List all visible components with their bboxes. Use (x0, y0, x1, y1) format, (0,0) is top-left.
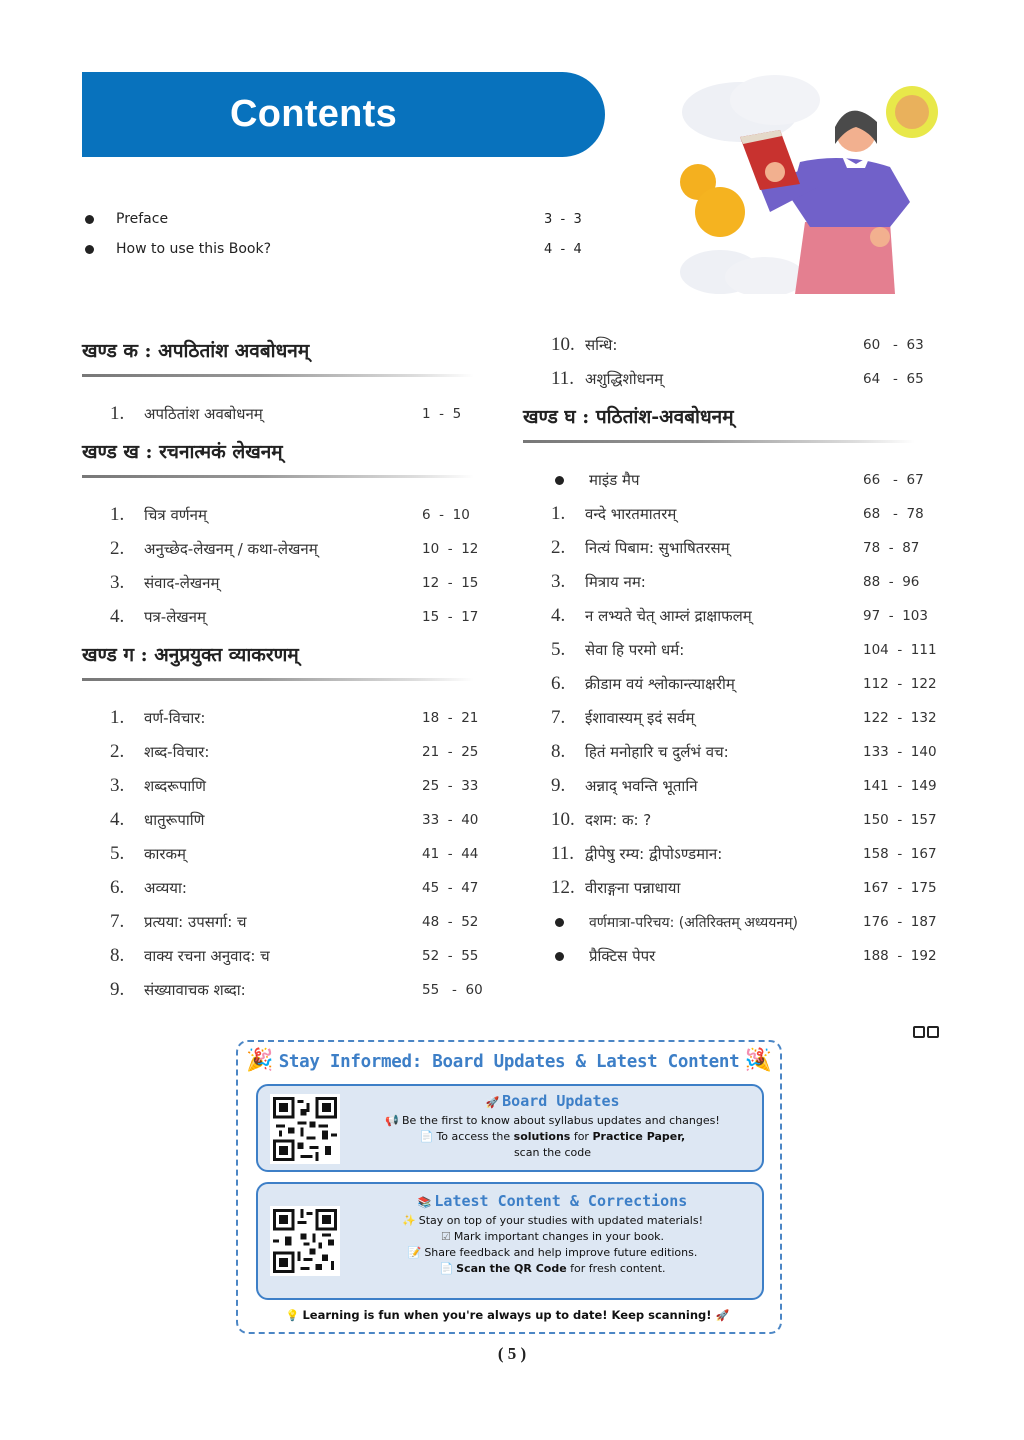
entry-pages: 88 - 96 (863, 574, 920, 590)
lightbulb-icon: 💡 (285, 1309, 300, 1322)
entry-pages: 188 - 192 (863, 948, 937, 964)
entry-pages: 60 - 63 (863, 337, 924, 353)
entry-number: 3. (551, 571, 566, 592)
entry-pages: 33 - 40 (422, 812, 479, 828)
section-heading-ka: खण्ड क : अपठितांश अवबोधनम् (82, 340, 310, 362)
entry-number: 1. (110, 403, 125, 424)
entry-pages: 66 - 67 (863, 472, 924, 488)
entry-number: 6. (551, 673, 566, 694)
toc-entry[interactable] (82, 701, 502, 735)
item-pages: 4 - 4 (544, 241, 582, 257)
entry-title: सन्धि: (585, 336, 618, 354)
entry-number: 2. (110, 538, 125, 559)
latest-content-title: 📚 Latest Content & Corrections (417, 1192, 688, 1210)
entry-number: 1. (551, 503, 566, 524)
entry-number: 9. (551, 775, 566, 796)
front-matter-item[interactable] (84, 234, 604, 264)
section-heading-gha: खण्ड घ : पठितांश-अवबोधनम् (523, 406, 734, 428)
latest-content-line: ✨ Stay on top of your studies with updated materials! (402, 1214, 703, 1227)
toc-entry[interactable] (523, 633, 943, 667)
entry-title: धातुरूपाणि (144, 811, 205, 829)
board-updates-line: scan the code (513, 1146, 592, 1159)
toc-entry[interactable] (82, 397, 502, 431)
entry-pages: 112 - 122 (863, 676, 937, 692)
latest-content-line: 📝 Share feedback and help improve future editions. (407, 1246, 698, 1259)
toc-entry[interactable] (523, 667, 943, 701)
toc-entry[interactable] (82, 532, 502, 566)
board-updates-qr-code[interactable] (270, 1094, 340, 1164)
toc-entry[interactable] (523, 871, 943, 905)
toc-entry[interactable] (82, 735, 502, 769)
entry-number: 5. (110, 843, 125, 864)
entry-title: न लभ्यते चेत् आम्लं द्राक्षाफलम् (585, 607, 752, 625)
entry-title: कारकम् (144, 845, 187, 863)
entry-number: 3. (110, 775, 125, 796)
section-heading-ga: खण्ड ग : अनुप्रयुक्त व्याकरणम् (82, 644, 299, 666)
item-pages: 3 - 3 (544, 211, 582, 227)
latest-content-qr-code[interactable] (270, 1206, 340, 1276)
entry-title: अपठितांश अवबोधनम् (144, 405, 263, 423)
entry-number: 6. (110, 877, 125, 898)
latest-content-line: ☑ Mark important changes in your book. (440, 1230, 665, 1243)
entry-number: 8. (551, 741, 566, 762)
entry-pages: 52 - 55 (422, 948, 479, 964)
sparkles-icon: ✨ (402, 1214, 416, 1227)
item-title: Preface (116, 211, 169, 227)
entry-title: वीराङ्गना पन्नाधाया (585, 879, 681, 897)
entry-pages: 18 - 21 (422, 710, 479, 726)
entry-title: ईशावास्यम् इदं सर्वम् (585, 709, 695, 727)
board-updates-line: 📄 To access the solutions for Practice Paper, (419, 1130, 686, 1143)
entry-number: 4. (110, 809, 125, 830)
board-updates-card (256, 1084, 764, 1172)
toc-entry[interactable] (523, 497, 943, 531)
entry-title: मित्राय नम: (585, 573, 646, 591)
toc-entry[interactable] (523, 939, 943, 973)
toc-entry[interactable] (523, 565, 943, 599)
entry-pages: 12 - 15 (422, 575, 479, 591)
bullet-icon (85, 215, 94, 224)
entry-title: क्रीडाम वयं श्लोकान्त्याक्षरीम् (585, 675, 735, 693)
toc-entry[interactable] (82, 837, 502, 871)
board-updates-content (353, 1092, 752, 1161)
section-divider (82, 678, 474, 681)
rocket-icon: 🚀 (715, 1309, 730, 1322)
entry-number: 1. (110, 707, 125, 728)
toc-entry[interactable] (82, 939, 502, 973)
entry-number: 12. (551, 877, 575, 898)
toc-entry[interactable] (523, 463, 943, 497)
document-icon: 📄 (419, 1130, 434, 1143)
entry-pages: 64 - 65 (863, 371, 924, 387)
entry-pages: 176 - 187 (863, 914, 937, 930)
toc-entry[interactable] (82, 498, 502, 532)
entry-title: अव्यया: (144, 879, 187, 897)
entry-number: 4. (551, 605, 566, 626)
entry-number: 9. (110, 979, 125, 1000)
toc-entry[interactable] (82, 973, 502, 1007)
contents-banner (82, 72, 605, 157)
entry-number: 3. (110, 572, 125, 593)
entry-number: 10. (551, 809, 575, 830)
document-icon: 📄 (439, 1262, 454, 1275)
rocket-icon: 🚀 (485, 1096, 500, 1109)
toc-entry[interactable] (523, 531, 943, 565)
entry-title: चित्र वर्णनम् (144, 506, 207, 524)
entry-number: 10. (551, 334, 575, 355)
item-title: How to use this Book? (116, 241, 271, 257)
entry-number: 2. (551, 537, 566, 558)
entry-number: 2. (110, 741, 125, 762)
promo-footer: 💡 Learning is fun when you're always up to date! Keep scanning! 🚀 (285, 1308, 730, 1322)
entry-number: 8. (110, 945, 125, 966)
board-updates-title: 🚀 Board Updates (485, 1092, 620, 1110)
entry-number: 7. (551, 707, 566, 728)
entry-title: सेवा हि परमो धर्म: (585, 641, 685, 659)
toc-entry[interactable] (82, 905, 502, 939)
toc-entry[interactable] (82, 566, 502, 600)
toc-entry[interactable] (523, 701, 943, 735)
party-popper-icon: 🎉 (246, 1048, 274, 1073)
entry-title: अशुद्धिशोधनम् (585, 370, 664, 388)
front-matter-list (84, 204, 604, 264)
entry-pages: 158 - 167 (863, 846, 937, 862)
entry-title: हितं मनोहारि च दुर्लभं वच: (585, 743, 729, 761)
entry-pages: 97 - 103 (863, 608, 928, 624)
entry-number: 11. (551, 368, 575, 389)
latest-content-card (256, 1182, 764, 1300)
entry-number: 11. (551, 843, 575, 864)
party-popper-icon: 🎉 (744, 1048, 772, 1073)
bullet-icon (555, 952, 564, 961)
toc-entry[interactable] (82, 769, 502, 803)
entry-pages: 21 - 25 (422, 744, 479, 760)
entry-number: 1. (110, 504, 125, 525)
toc-right-column (523, 328, 943, 973)
board-updates-line: 📢 Be the first to know about syllabus updates and changes! (385, 1114, 720, 1127)
front-matter-item[interactable] (84, 204, 604, 234)
entry-pages: 78 - 87 (863, 540, 920, 556)
latest-content-body (353, 1192, 752, 1277)
bullet-icon (85, 245, 94, 254)
entry-title: दशम: क: ? (585, 811, 652, 829)
entry-pages: 10 - 12 (422, 541, 479, 557)
toc-entry[interactable] (82, 803, 502, 837)
entry-number: 4. (110, 606, 125, 627)
megaphone-icon: 📢 (385, 1114, 399, 1127)
toc-entry[interactable] (523, 803, 943, 837)
promo-title: Stay Informed: Board Updates & Latest Content (278, 1052, 740, 1072)
latest-content-line: 📄 Scan the QR Code for fresh content. (439, 1262, 666, 1275)
entry-title: अन्नाद् भवन्ति भूतानि (585, 777, 698, 795)
bullet-icon (555, 918, 564, 927)
entry-pages: 1 - 5 (422, 406, 462, 422)
entry-title: शब्द-विचार: (144, 743, 210, 761)
toc-entry[interactable] (523, 905, 943, 939)
stay-informed-box (236, 1040, 782, 1334)
page-title: Contents (229, 93, 398, 135)
entry-pages: 104 - 111 (863, 642, 937, 658)
entry-pages: 48 - 52 (422, 914, 479, 930)
entry-pages: 68 - 78 (863, 506, 924, 522)
section-divider (523, 440, 915, 443)
toc-entry[interactable] (523, 599, 943, 633)
entry-title: नित्यं पिबाम: सुभाषितरसम् (585, 539, 730, 557)
entry-title: वर्णमात्रा-परिचय: (अतिरिक्तम् अध्ययनम्) (589, 914, 799, 931)
checkbox-icon: ☑ (440, 1230, 451, 1243)
entry-pages: 167 - 175 (863, 880, 937, 896)
entry-pages: 45 - 47 (422, 880, 479, 896)
bullet-icon (555, 476, 564, 485)
entry-title: वर्ण-विचार: (144, 709, 206, 727)
entry-number: 7. (110, 911, 125, 932)
entry-title: संवाद-लेखनम् (144, 574, 220, 592)
entry-title: वाक्य रचना अनुवाद: च (144, 947, 270, 965)
entry-title: अनुच्छेद-लेखनम् / कथा-लेखनम् (144, 540, 318, 558)
entry-title: माइंड मैप (589, 471, 640, 489)
entry-pages: 122 - 132 (863, 710, 937, 726)
entry-pages: 25 - 33 (422, 778, 479, 794)
section-heading-kha: खण्ड ख : रचनात्मकं लेखनम् (82, 441, 283, 463)
books-icon: 📚 (417, 1196, 432, 1209)
entry-title: संख्यावाचक शब्दा: (144, 981, 246, 999)
toc-entry[interactable] (523, 769, 943, 803)
toc-left-column (82, 330, 502, 1007)
entry-title: द्वीपेषु रम्य: द्वीपोऽण्डमान: (585, 845, 723, 863)
entry-title: प्रत्यया: उपसर्गा: च (144, 913, 247, 931)
entry-title: वन्दे भारतमातरम् (585, 505, 677, 523)
toc-entry[interactable] (523, 362, 943, 396)
toc-entry[interactable] (82, 871, 502, 905)
section-divider (82, 374, 474, 377)
toc-entry[interactable] (523, 735, 943, 769)
entry-title: प्रैक्टिस पेपर (589, 947, 656, 965)
teacher-reading-illustration (680, 72, 950, 294)
memo-icon: 📝 (407, 1246, 422, 1259)
entry-pages: 6 - 10 (422, 507, 470, 523)
toc-entry[interactable] (523, 328, 943, 362)
end-marker-icon (913, 1026, 939, 1038)
page-number: ( 5 ) (497, 1344, 527, 1363)
entry-pages: 150 - 157 (863, 812, 937, 828)
section-divider (82, 475, 474, 478)
entry-pages: 41 - 44 (422, 846, 479, 862)
entry-pages: 133 - 140 (863, 744, 937, 760)
entry-title: पत्र-लेखनम् (144, 608, 206, 626)
toc-entry[interactable] (82, 600, 502, 634)
toc-entry[interactable] (523, 837, 943, 871)
entry-title: शब्दरूपाणि (144, 777, 206, 795)
entry-pages: 55 - 60 (422, 982, 483, 998)
entry-pages: 141 - 149 (863, 778, 937, 794)
entry-number: 5. (551, 639, 566, 660)
entry-pages: 15 - 17 (422, 609, 479, 625)
